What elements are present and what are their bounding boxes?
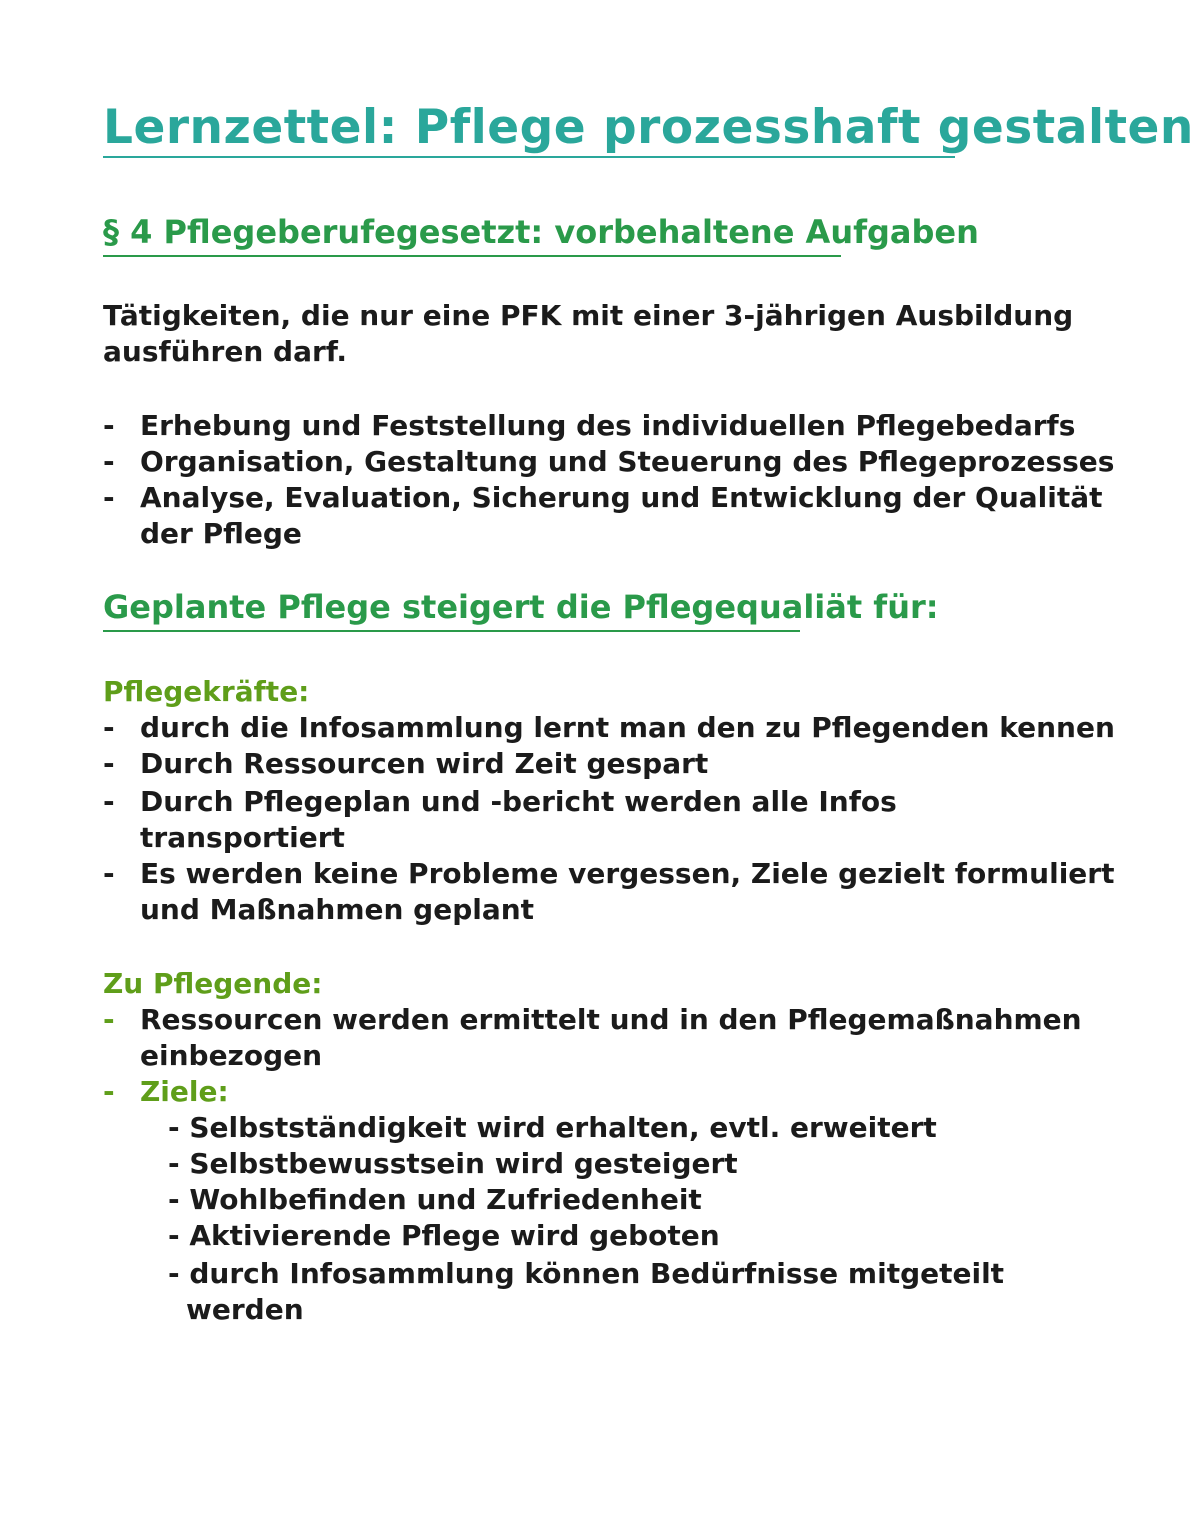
- goal-item: - durch Infosammlung können Bedürfnisse mitgeteilt: [168, 1257, 1005, 1290]
- goal-item: - Aktivierende Pflege wird geboten: [168, 1219, 720, 1252]
- section-heading-underline: [103, 630, 800, 632]
- bullet-dash: -: [103, 785, 115, 818]
- list-item: durch die Infosammlung lernt man den zu Pflegenden kennen: [140, 711, 1115, 744]
- list-item: Analyse, Evaluation, Sicherung und Entwicklung der Qualität: [140, 481, 1103, 514]
- list-item-continuation: einbezogen: [140, 1039, 323, 1072]
- goals-label: Ziele:: [140, 1075, 229, 1108]
- section-heading-vorbehaltene-aufgaben: § 4 Pflegeberufegesetzt: vorbehaltene Aufgaben: [103, 213, 979, 251]
- bullet-dash: -: [103, 445, 115, 478]
- goal-item-continuation: werden: [186, 1293, 304, 1326]
- section-heading-underline: [103, 255, 841, 257]
- list-item: Ressourcen werden ermittelt und in den Pflegemaßnahmen: [140, 1003, 1082, 1036]
- list-item-continuation: der Pflege: [140, 517, 302, 550]
- goal-item: - Selbstbewusstsein wird gesteigert: [168, 1147, 738, 1180]
- list-item: Organisation, Gestaltung und Steuerung des Pflegeprozesses: [140, 445, 1115, 478]
- list-item: Erhebung und Feststellung des individuellen Pflegebedarfs: [140, 409, 1076, 442]
- bullet-dash: -: [103, 1075, 115, 1108]
- bullet-dash: -: [103, 409, 115, 442]
- list-item-continuation: transportiert: [140, 821, 345, 854]
- group-label-pflegekraefte: Pflegekräfte:: [103, 675, 310, 708]
- list-item: Durch Pflegeplan und -bericht werden alle Infos: [140, 785, 897, 818]
- goal-item: - Wohlbefinden und Zufriedenheit: [168, 1183, 702, 1216]
- page-title: Lernzettel: Pflege prozesshaft gestalten: [103, 100, 1194, 155]
- list-item-continuation: und Maßnahmen geplant: [140, 893, 535, 926]
- bullet-dash: -: [103, 711, 115, 744]
- intro-text-line-2: ausführen darf.: [103, 335, 348, 368]
- bullet-dash: -: [103, 747, 115, 780]
- section-heading-geplante-pflege: Geplante Pflege steigert die Pflegequaliät für:: [103, 588, 939, 626]
- goal-item: - Selbstständigkeit wird erhalten, evtl. erweitert: [168, 1111, 937, 1144]
- list-item: Durch Ressourcen wird Zeit gespart: [140, 747, 709, 780]
- bullet-dash: -: [103, 857, 115, 890]
- title-underline: [103, 156, 955, 158]
- group-label-zu-pflegende: Zu Pflegende:: [103, 967, 323, 1000]
- list-item: Es werden keine Probleme vergessen, Ziele gezielt formuliert: [140, 857, 1115, 890]
- bullet-dash: -: [103, 1003, 115, 1036]
- intro-text-line-1: Tätigkeiten, die nur eine PFK mit einer 3-jährigen Ausbildung: [103, 299, 1074, 332]
- bullet-dash: -: [103, 481, 115, 514]
